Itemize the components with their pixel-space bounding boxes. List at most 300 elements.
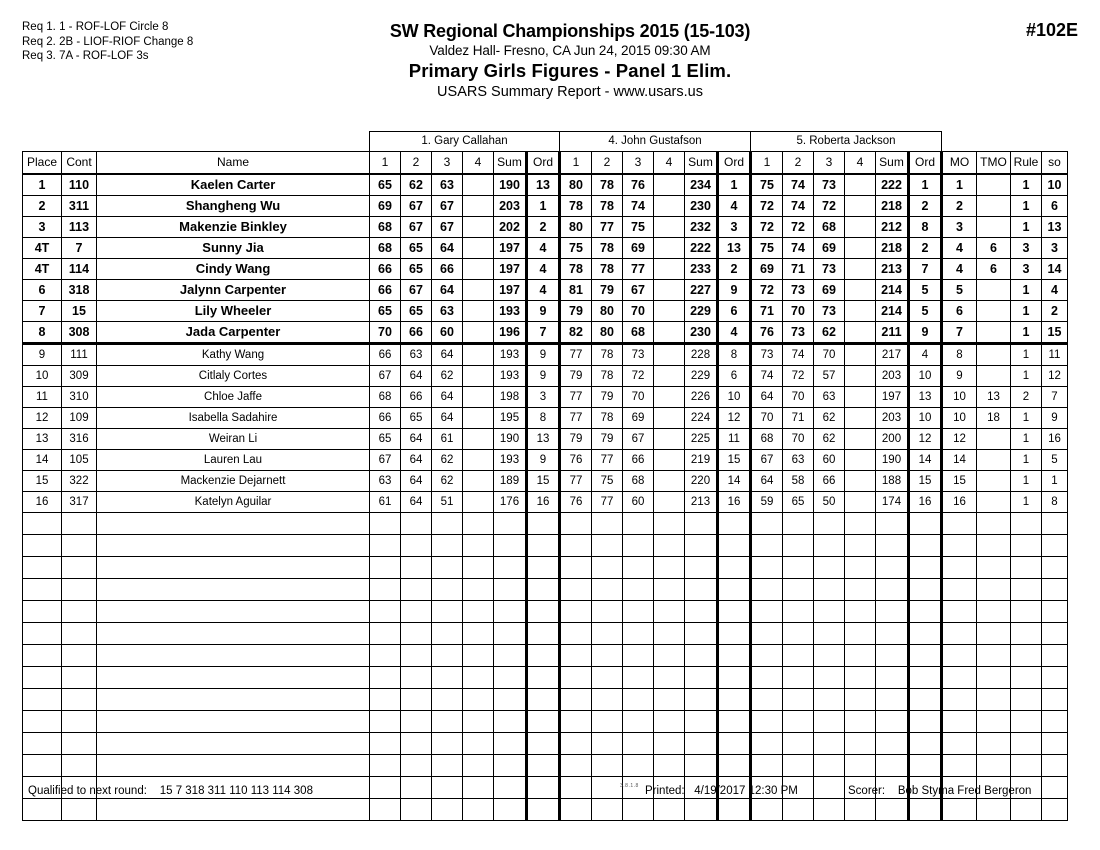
cell-name: Katelyn Aguilar (97, 492, 370, 513)
cell-name: Kathy Wang (97, 344, 370, 366)
table-row[interactable] (23, 217, 1068, 238)
cell-j2-ord: 13 (718, 238, 751, 259)
col-header-j3-s4: 4 (845, 152, 876, 175)
cell-place: 13 (23, 429, 62, 450)
cell-j2-ord: 4 (718, 322, 751, 344)
requirement-line-3: Req 3. 7A - ROF-LOF 3s (22, 50, 149, 63)
judge-band-spacer (23, 132, 370, 152)
col-header-j1-s2: 2 (401, 152, 432, 175)
cell-j3-s1 (751, 557, 783, 579)
cell-tmo (977, 535, 1011, 557)
cell-j2-ord (718, 733, 751, 755)
cell-tmo: 18 (977, 408, 1011, 429)
cell-cont: 316 (62, 429, 97, 450)
cell-rule: 1 (1011, 450, 1042, 471)
cell-j2-s4 (654, 301, 685, 322)
cell-so: 8 (1042, 492, 1068, 513)
cell-j1-s4 (463, 667, 494, 689)
cell-j1-s3: 62 (432, 366, 463, 387)
cell-j2-ord (718, 645, 751, 667)
cell-mo: 4 (942, 238, 977, 259)
cell-j2-s4 (654, 429, 685, 450)
cell-j3-s4 (845, 450, 876, 471)
cell-j3-s1: 67 (751, 450, 783, 471)
cell-j2-sum (685, 601, 718, 623)
cell-name: Jalynn Carpenter (97, 280, 370, 301)
cell-j1-s1: 67 (370, 366, 401, 387)
table-row[interactable] (23, 301, 1068, 322)
cell-j2-s4 (654, 450, 685, 471)
cell-j1-s4 (463, 623, 494, 645)
cell-j3-s4 (845, 755, 876, 777)
cell-so (1042, 601, 1068, 623)
cell-j3-sum (876, 755, 909, 777)
cell-j1-ord (527, 689, 560, 711)
cell-cont (62, 689, 97, 711)
cell-j3-ord: 7 (909, 259, 942, 280)
cell-j2-ord (718, 579, 751, 601)
cell-j2-s4 (654, 711, 685, 733)
cell-j1-s4 (463, 579, 494, 601)
table-row[interactable] (23, 450, 1068, 471)
cell-j3-ord (909, 535, 942, 557)
col-header-j2-s1: 1 (560, 152, 592, 175)
cell-j2-s2: 78 (592, 238, 623, 259)
cell-j2-s3: 68 (623, 322, 654, 344)
cell-j1-s3: 64 (432, 344, 463, 366)
cell-so: 1 (1042, 471, 1068, 492)
table-row[interactable] (23, 492, 1068, 513)
cell-j3-sum (876, 513, 909, 535)
cell-j1-s2: 64 (401, 429, 432, 450)
cell-cont: 317 (62, 492, 97, 513)
cell-j1-s3: 67 (432, 196, 463, 217)
cell-j3-sum: 218 (876, 196, 909, 217)
cell-j1-ord: 15 (527, 471, 560, 492)
cell-name (97, 623, 370, 645)
cell-j3-ord: 4 (909, 344, 942, 366)
cell-j3-s1: 75 (751, 174, 783, 196)
cell-j2-s4 (654, 645, 685, 667)
cell-j1-ord (527, 557, 560, 579)
cell-name: Kaelen Carter (97, 174, 370, 196)
cell-j2-s3: 77 (623, 259, 654, 280)
cell-j2-s2: 79 (592, 280, 623, 301)
cell-j2-s2 (592, 579, 623, 601)
cell-j2-sum: 224 (685, 408, 718, 429)
table-row-empty[interactable] (23, 579, 1068, 601)
cell-j3-ord: 2 (909, 196, 942, 217)
cell-j1-s3 (432, 689, 463, 711)
cell-j1-sum (494, 557, 527, 579)
cell-name: Makenzie Binkley (97, 217, 370, 238)
cell-j3-s4 (845, 280, 876, 301)
cell-j1-s2: 65 (401, 408, 432, 429)
col-header-so: so (1042, 152, 1068, 175)
cell-tmo (977, 579, 1011, 601)
cell-tmo (977, 322, 1011, 344)
cell-j3-s2: 71 (783, 408, 814, 429)
cell-j1-sum: 203 (494, 196, 527, 217)
cell-rule: 1 (1011, 217, 1042, 238)
cell-place (23, 689, 62, 711)
cell-j2-ord: 9 (718, 280, 751, 301)
cell-j1-sum: 198 (494, 387, 527, 408)
cell-j3-s3 (814, 513, 845, 535)
cell-j3-s3: 69 (814, 238, 845, 259)
cell-j2-s4 (654, 535, 685, 557)
table-row-empty[interactable] (23, 755, 1068, 777)
cell-j2-s4 (654, 217, 685, 238)
table-row-empty[interactable] (23, 667, 1068, 689)
cell-j1-s3: 64 (432, 408, 463, 429)
cell-j3-s2: 73 (783, 322, 814, 344)
cell-j3-s1: 64 (751, 387, 783, 408)
cell-j2-ord: 4 (718, 196, 751, 217)
cell-name (97, 733, 370, 755)
cell-tmo (977, 429, 1011, 450)
cell-j1-s1: 68 (370, 387, 401, 408)
cell-j3-s2: 58 (783, 471, 814, 492)
cell-j2-s3: 73 (623, 344, 654, 366)
cell-j2-sum: 222 (685, 238, 718, 259)
cell-name (97, 535, 370, 557)
col-header-tmo: TMO (977, 152, 1011, 175)
cell-j3-s3: 73 (814, 259, 845, 280)
cell-j1-s3: 62 (432, 450, 463, 471)
cell-j2-s2 (592, 601, 623, 623)
cell-rule (1011, 513, 1042, 535)
cell-j1-s4 (463, 645, 494, 667)
cell-j3-s2: 72 (783, 366, 814, 387)
table-row[interactable] (23, 429, 1068, 450)
cell-j1-sum (494, 535, 527, 557)
cell-j3-s1 (751, 623, 783, 645)
cell-j2-s4 (654, 366, 685, 387)
table-row-empty[interactable] (23, 601, 1068, 623)
cell-j2-sum: 234 (685, 174, 718, 196)
cell-so: 11 (1042, 344, 1068, 366)
cell-mo: 15 (942, 471, 977, 492)
cell-j1-s1: 66 (370, 280, 401, 301)
cell-cont: 322 (62, 471, 97, 492)
cell-j1-s4 (463, 450, 494, 471)
cell-j3-s4 (845, 259, 876, 280)
table-row[interactable] (23, 344, 1068, 366)
cell-j2-s2: 78 (592, 174, 623, 196)
cell-j1-s1 (370, 601, 401, 623)
cell-j3-s1: 68 (751, 429, 783, 450)
cell-j2-sum: 226 (685, 387, 718, 408)
cell-j2-ord (718, 755, 751, 777)
cell-cont: 308 (62, 322, 97, 344)
cell-j3-sum (876, 601, 909, 623)
table-row-empty[interactable] (23, 645, 1068, 667)
cell-j1-ord: 2 (527, 217, 560, 238)
cell-name: Weiran Li (97, 429, 370, 450)
cell-j2-s1: 78 (560, 196, 592, 217)
cell-j3-ord: 12 (909, 429, 942, 450)
cell-j3-s2 (783, 645, 814, 667)
cell-j2-s2 (592, 689, 623, 711)
table-row[interactable] (23, 238, 1068, 259)
cell-cont (62, 513, 97, 535)
col-header-j2-s2: 2 (592, 152, 623, 175)
cell-place (23, 733, 62, 755)
cell-mo: 12 (942, 429, 977, 450)
table-row-empty[interactable] (23, 513, 1068, 535)
cell-j1-s4 (463, 557, 494, 579)
judge-header-3: 5. Roberta Jackson (751, 132, 942, 152)
cell-j3-s2 (783, 755, 814, 777)
cell-j3-s2: 74 (783, 196, 814, 217)
cell-j1-ord (527, 733, 560, 755)
cell-j1-s1 (370, 513, 401, 535)
cell-j3-s3: 66 (814, 471, 845, 492)
cell-j1-sum: 190 (494, 174, 527, 196)
table-row[interactable] (23, 366, 1068, 387)
cell-j1-s1 (370, 733, 401, 755)
cell-j1-ord (527, 535, 560, 557)
cell-j1-s2 (401, 755, 432, 777)
cell-cont: 113 (62, 217, 97, 238)
cell-j1-s2: 65 (401, 238, 432, 259)
cell-j1-s1 (370, 623, 401, 645)
cell-place: 11 (23, 387, 62, 408)
cell-name: Lauren Lau (97, 450, 370, 471)
table-row[interactable] (23, 174, 1068, 196)
cell-j1-sum (494, 579, 527, 601)
cell-j1-sum (494, 755, 527, 777)
scorer-value: Bob Styma Fred Bergeron (897, 785, 1032, 797)
cell-rule (1011, 733, 1042, 755)
cell-so: 16 (1042, 429, 1068, 450)
cell-j2-s4 (654, 280, 685, 301)
cell-mo: 5 (942, 280, 977, 301)
cell-j3-s4 (845, 471, 876, 492)
cell-j2-s3: 67 (623, 429, 654, 450)
cell-j3-s3 (814, 711, 845, 733)
table-row-empty[interactable] (23, 711, 1068, 733)
cell-j3-s2: 70 (783, 429, 814, 450)
cell-j3-s3: 68 (814, 217, 845, 238)
cell-j2-s1: 82 (560, 322, 592, 344)
cell-j1-ord: 3 (527, 387, 560, 408)
cell-mo: 6 (942, 301, 977, 322)
col-header-j3-ord: Ord (909, 152, 942, 175)
col-header-j1-ord: Ord (527, 152, 560, 175)
table-row-empty[interactable] (23, 623, 1068, 645)
cell-j3-s4 (845, 344, 876, 366)
cell-cont: 318 (62, 280, 97, 301)
qualified-note (28, 785, 313, 797)
cell-j1-s2: 67 (401, 196, 432, 217)
cell-j3-s2: 63 (783, 450, 814, 471)
cell-j2-s2: 78 (592, 408, 623, 429)
cell-j3-sum: 212 (876, 217, 909, 238)
cell-j1-ord: 13 (527, 429, 560, 450)
cell-j1-s3 (432, 733, 463, 755)
cell-j3-sum (876, 645, 909, 667)
cell-j1-s3: 62 (432, 471, 463, 492)
cell-j2-s2 (592, 667, 623, 689)
cell-j1-ord: 1 (527, 196, 560, 217)
cell-rule (1011, 689, 1042, 711)
cell-j1-s3 (432, 711, 463, 733)
cell-j3-ord (909, 667, 942, 689)
cell-j1-s1 (370, 755, 401, 777)
cell-j2-s2 (592, 535, 623, 557)
cell-j1-s1 (370, 645, 401, 667)
cell-j2-sum: 225 (685, 429, 718, 450)
cell-j2-s3: 66 (623, 450, 654, 471)
cell-mo: 14 (942, 450, 977, 471)
requirements-block (22, 20, 193, 64)
cell-rule: 3 (1011, 259, 1042, 280)
cell-j3-s3: 50 (814, 492, 845, 513)
cell-j2-ord: 1 (718, 174, 751, 196)
cell-j3-s2 (783, 623, 814, 645)
cell-j2-s1: 77 (560, 387, 592, 408)
cell-j3-s4 (845, 733, 876, 755)
cell-so: 12 (1042, 366, 1068, 387)
col-header-name: Name (97, 152, 370, 175)
cell-j2-ord (718, 557, 751, 579)
cell-j1-s2 (401, 601, 432, 623)
cell-j3-s2: 70 (783, 301, 814, 322)
col-header-j2-sum: Sum (685, 152, 718, 175)
cell-j1-s3: 67 (432, 217, 463, 238)
cell-j2-ord: 11 (718, 429, 751, 450)
cell-j2-s2 (592, 623, 623, 645)
cell-j1-s1 (370, 711, 401, 733)
cell-tmo (977, 366, 1011, 387)
cell-j3-s4 (845, 196, 876, 217)
cell-j3-s3: 73 (814, 301, 845, 322)
table-row[interactable] (23, 259, 1068, 280)
report-subtitle: USARS Summary Report - www.usars.us (437, 84, 703, 100)
cell-j2-s3 (623, 711, 654, 733)
cell-j2-s2: 77 (592, 492, 623, 513)
cell-j1-sum (494, 601, 527, 623)
cell-j1-sum: 193 (494, 301, 527, 322)
cell-j3-s2: 71 (783, 259, 814, 280)
cell-j1-s3 (432, 623, 463, 645)
cell-j1-ord (527, 645, 560, 667)
cell-j1-sum: 193 (494, 366, 527, 387)
table-row[interactable] (23, 387, 1068, 408)
cell-j3-s3: 57 (814, 366, 845, 387)
cell-j3-s4 (845, 174, 876, 196)
table-row-empty[interactable] (23, 557, 1068, 579)
cell-mo: 10 (942, 387, 977, 408)
cell-j2-s4 (654, 322, 685, 344)
cell-tmo (977, 667, 1011, 689)
table-row-empty[interactable] (23, 733, 1068, 755)
cell-so (1042, 579, 1068, 601)
cell-cont: 15 (62, 301, 97, 322)
table-row[interactable] (23, 280, 1068, 301)
cell-rule: 2 (1011, 387, 1042, 408)
cell-so (1042, 733, 1068, 755)
cell-j1-s2: 64 (401, 471, 432, 492)
cell-so: 5 (1042, 450, 1068, 471)
cell-j3-s1: 59 (751, 492, 783, 513)
table-row[interactable] (23, 322, 1068, 344)
cell-rule: 1 (1011, 280, 1042, 301)
cell-j1-s1 (370, 557, 401, 579)
cell-j2-s2 (592, 513, 623, 535)
cell-j2-s3 (623, 579, 654, 601)
cell-j3-s4 (845, 711, 876, 733)
cell-name (97, 601, 370, 623)
cell-so: 3 (1042, 238, 1068, 259)
cell-j1-s2 (401, 667, 432, 689)
table-row-empty[interactable] (23, 535, 1068, 557)
cell-name (97, 755, 370, 777)
cell-rule (1011, 667, 1042, 689)
table-row[interactable] (23, 196, 1068, 217)
cell-j3-ord: 14 (909, 450, 942, 471)
cell-mo (942, 645, 977, 667)
event-title: Primary Girls Figures - Panel 1 Elim. (408, 60, 732, 81)
cell-j2-s3 (623, 733, 654, 755)
cell-so: 13 (1042, 217, 1068, 238)
cell-cont: 111 (62, 344, 97, 366)
cell-j2-s4 (654, 471, 685, 492)
cell-j3-s1 (751, 755, 783, 777)
cell-j2-sum (685, 535, 718, 557)
cell-rule: 1 (1011, 196, 1042, 217)
printed-note (645, 785, 798, 797)
cell-place (23, 755, 62, 777)
cell-name: Lily Wheeler (97, 301, 370, 322)
cell-j3-s4 (845, 492, 876, 513)
cell-place (23, 601, 62, 623)
cell-j1-s4 (463, 238, 494, 259)
table-row-empty[interactable] (23, 689, 1068, 711)
col-header-rule: Rule (1011, 152, 1042, 175)
cell-cont (62, 579, 97, 601)
cell-so: 14 (1042, 259, 1068, 280)
cell-j2-sum: 229 (685, 301, 718, 322)
cell-j3-s3: 62 (814, 429, 845, 450)
cell-j1-sum: 196 (494, 322, 527, 344)
cell-j3-ord: 10 (909, 366, 942, 387)
cell-name (97, 667, 370, 689)
table-row[interactable] (23, 471, 1068, 492)
cell-j2-ord: 6 (718, 301, 751, 322)
cell-mo: 3 (942, 217, 977, 238)
cell-j3-s2 (783, 689, 814, 711)
cell-tmo (977, 471, 1011, 492)
table-row[interactable] (23, 408, 1068, 429)
cell-mo: 10 (942, 408, 977, 429)
cell-j1-ord: 13 (527, 174, 560, 196)
cell-name (97, 711, 370, 733)
cell-name: Mackenzie Dejarnett (97, 471, 370, 492)
cell-j1-sum (494, 513, 527, 535)
cell-j2-s4 (654, 174, 685, 196)
cell-j1-s3 (432, 667, 463, 689)
cell-cont: 110 (62, 174, 97, 196)
cell-cont: 309 (62, 366, 97, 387)
cell-name (97, 513, 370, 535)
cell-rule: 1 (1011, 471, 1042, 492)
cell-j2-s1 (560, 733, 592, 755)
cell-j2-s1: 76 (560, 492, 592, 513)
cell-so (1042, 535, 1068, 557)
